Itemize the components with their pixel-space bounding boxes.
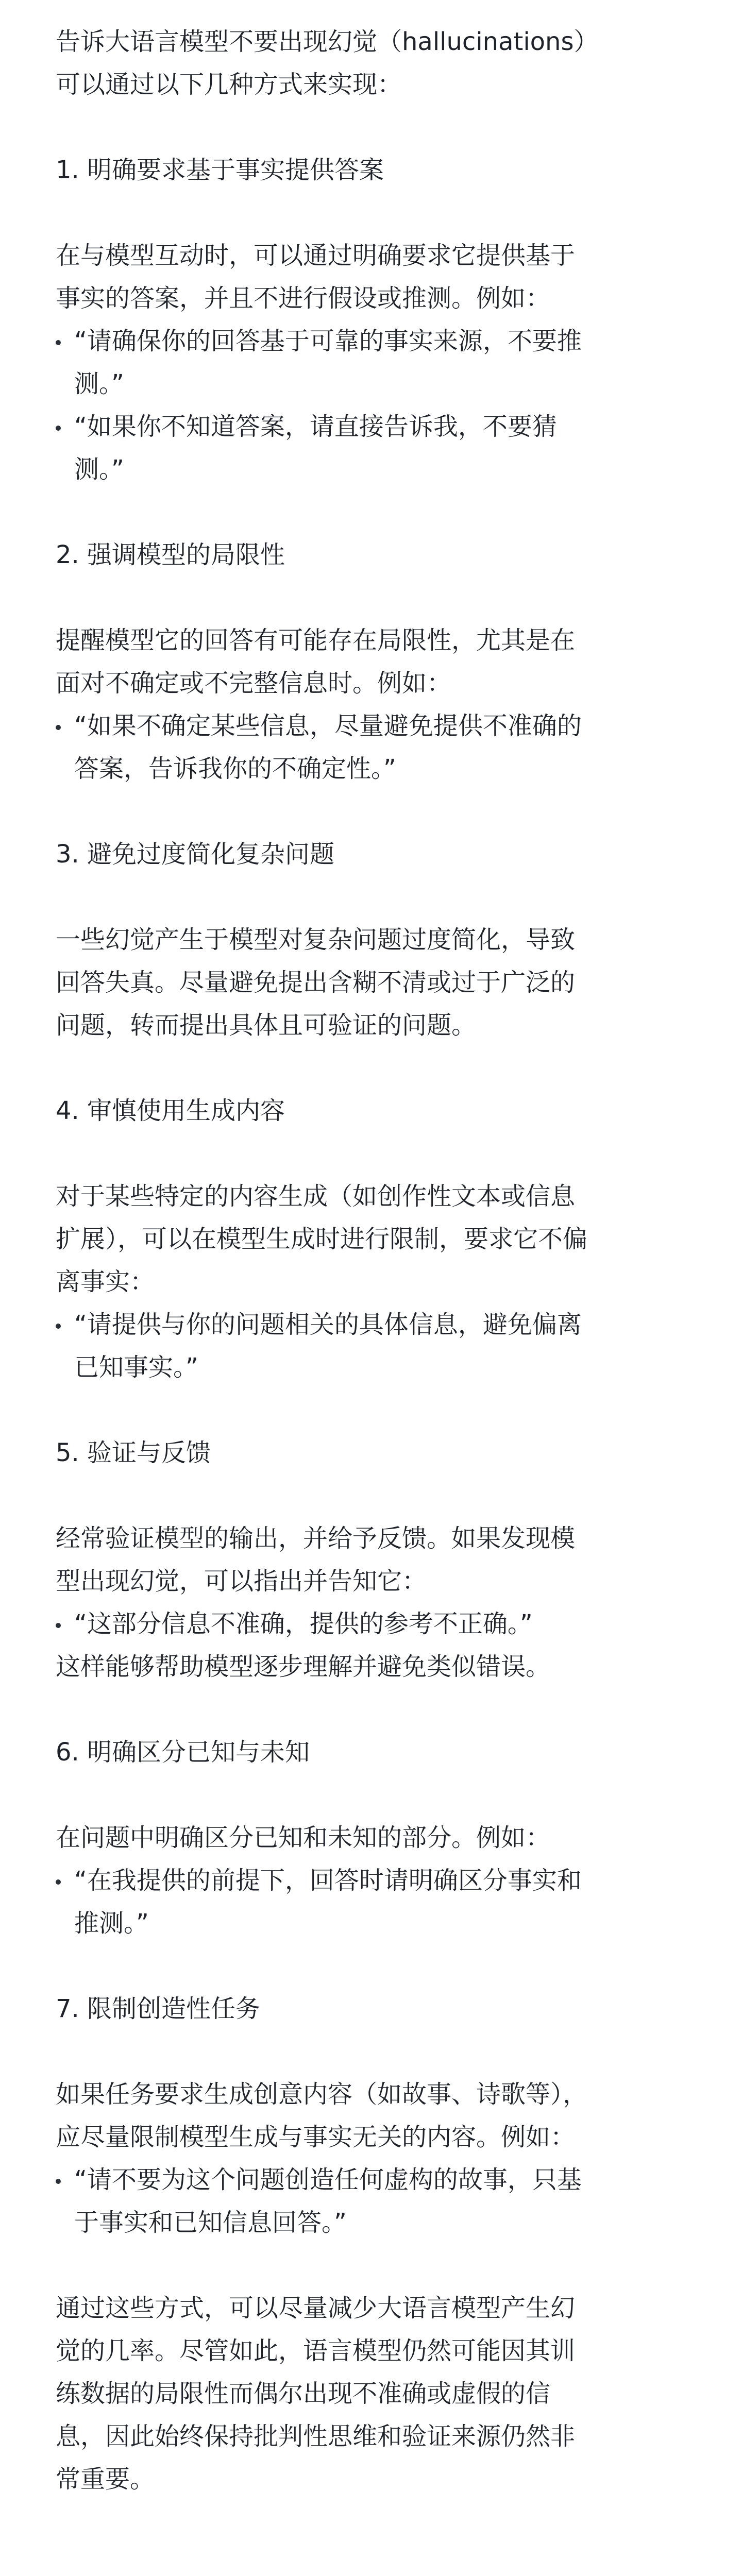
- paragraph-line: 这样能够帮助模型逐步理解并避免类似错误。: [56, 1652, 551, 1681]
- heading-line: 6. 明确区分已知与未知: [56, 1738, 310, 1767]
- heading-line: 5. 验证与反馈: [56, 1438, 211, 1467]
- paragraph-line: 经常验证模型的输出，并给予反馈。如果发现模: [56, 1524, 576, 1553]
- bullet-item-line: [56, 1859, 695, 1902]
- paragraph-line: 型出现幻觉，可以指出并告知它：: [56, 1567, 427, 1596]
- paragraph-line: 可以通过以下几种方式来实现：: [56, 70, 402, 99]
- paragraph-line: 在问题中明确区分已知和未知的部分。例如：: [56, 1823, 551, 1852]
- paragraph: [56, 2073, 695, 2244]
- bullet-dot-icon: [56, 1623, 61, 1628]
- bullet-item-line: [56, 2159, 695, 2201]
- paragraph-line: 如果任务要求生成创意内容（如故事、诗歌等），: [56, 2080, 588, 2109]
- bullet-item-line: [56, 363, 695, 405]
- section-heading: [56, 534, 695, 577]
- paragraph-line: 在与模型互动时，可以通过明确要求它提供基于: [56, 241, 576, 270]
- bullet-text: 答案，告诉我你的不确定性。”: [74, 754, 396, 783]
- bullet-text: “请不要为这个问题创造任何虚构的故事，只基: [74, 2165, 582, 2194]
- bullet-text: “这部分信息不准确，提供的参考不正确。”: [74, 1609, 533, 1638]
- paragraph-line: 一些幻觉产生于模型对复杂问题过度简化，导致: [56, 925, 576, 954]
- bullet-item-line: [56, 748, 695, 790]
- heading-line: 1. 明确要求基于事实提供答案: [56, 156, 384, 184]
- paragraph-line: 通过这些方式，可以尽量减少大语言模型产生幻: [56, 2294, 576, 2323]
- paragraph-line: 回答失真。尽量避免提出含糊不清或过于广泛的: [56, 968, 576, 997]
- heading-line: 4. 审慎使用生成内容: [56, 1096, 285, 1125]
- bullet-dot-icon: [56, 2179, 61, 2184]
- paragraph-line: 离事实：: [56, 1267, 155, 1296]
- section-heading: [56, 149, 695, 192]
- paragraph-line: 息，因此始终保持批判性思维和验证来源仍然非: [56, 2422, 576, 2451]
- paragraph-line: 常重要。: [56, 2465, 155, 2494]
- bullet-item-line: [56, 1902, 695, 1945]
- paragraph: [56, 1517, 695, 1688]
- bullet-dot-icon: [56, 340, 61, 345]
- heading-line: 3. 避免过度简化复杂问题: [56, 840, 335, 869]
- paragraph: [56, 1175, 695, 1389]
- bullet-item-line: [56, 320, 695, 363]
- paragraph-line: 对于某些特定的内容生成（如创作性文本或信息: [56, 1182, 576, 1211]
- paragraph-line: 告诉大语言模型不要出现幻觉（hallucinations）: [56, 27, 599, 56]
- bullet-text: “请提供与你的问题相关的具体信息，避免偏离: [74, 1310, 582, 1339]
- bullet-item-line: [56, 705, 695, 748]
- bullet-text: 测。”: [74, 455, 124, 484]
- paragraph: [56, 619, 695, 790]
- paragraph-line: 应尽量限制模型生成与事实无关的内容。例如：: [56, 2123, 576, 2151]
- bullet-item-line: [56, 1346, 695, 1389]
- bullet-dot-icon: [56, 1879, 61, 1885]
- section-heading: [56, 1432, 695, 1475]
- paragraph: [56, 21, 695, 106]
- paragraph: [56, 919, 695, 1047]
- paragraph-line: 扩展），可以在模型生成时进行限制，要求它不偏: [56, 1225, 588, 1253]
- bullet-text: 于事实和已知信息回答。”: [74, 2208, 347, 2237]
- bullet-dot-icon: [56, 1324, 61, 1329]
- paragraph: [56, 2287, 695, 2501]
- section-heading: [56, 833, 695, 876]
- bullet-item-line: [56, 405, 695, 448]
- paragraph-line: 问题，转而提出具体且可验证的问题。: [56, 1011, 477, 1040]
- bullet-text: “请确保你的回答基于可靠的事实来源，不要推: [74, 327, 582, 355]
- bullet-text: “如果你不知道答案，请直接告诉我，不要猜: [74, 412, 557, 441]
- section-heading: [56, 1731, 695, 1774]
- bullet-text: 测。”: [74, 369, 124, 398]
- section-heading: [56, 1988, 695, 2030]
- section-heading: [56, 1090, 695, 1132]
- bullet-text: “在我提供的前提下，回答时请明确区分事实和: [74, 1866, 582, 1895]
- paragraph-line: 事实的答案，并且不进行假设或推测。例如：: [56, 284, 551, 313]
- paragraph-line: 提醒模型它的回答有可能存在局限性，尤其是在: [56, 626, 576, 655]
- bullet-item-line: [56, 1603, 695, 1646]
- bullet-item-line: [56, 2201, 695, 2244]
- bullet-dot-icon: [56, 426, 61, 431]
- paragraph-line: 面对不确定或不完整信息时。例如：: [56, 669, 452, 698]
- heading-line: 2. 强调模型的局限性: [56, 540, 285, 569]
- paragraph-line: 觉的几率。尽管如此，语言模型仍然可能因其训: [56, 2336, 576, 2365]
- bullet-text: 已知事实。”: [74, 1353, 198, 1382]
- paragraph: [56, 234, 695, 491]
- paragraph: [56, 1817, 695, 1945]
- article-content: [56, 21, 695, 2501]
- paragraph-line: 练数据的局限性而偶尔出现不准确或虚假的信: [56, 2379, 551, 2408]
- bullet-text: 推测。”: [74, 1909, 149, 1938]
- bullet-dot-icon: [56, 725, 61, 730]
- heading-line: 7. 限制创造性任务: [56, 1994, 261, 2023]
- bullet-text: “如果不确定某些信息，尽量避免提供不准确的: [74, 711, 582, 740]
- bullet-item-line: [56, 448, 695, 491]
- bullet-item-line: [56, 1303, 695, 1346]
